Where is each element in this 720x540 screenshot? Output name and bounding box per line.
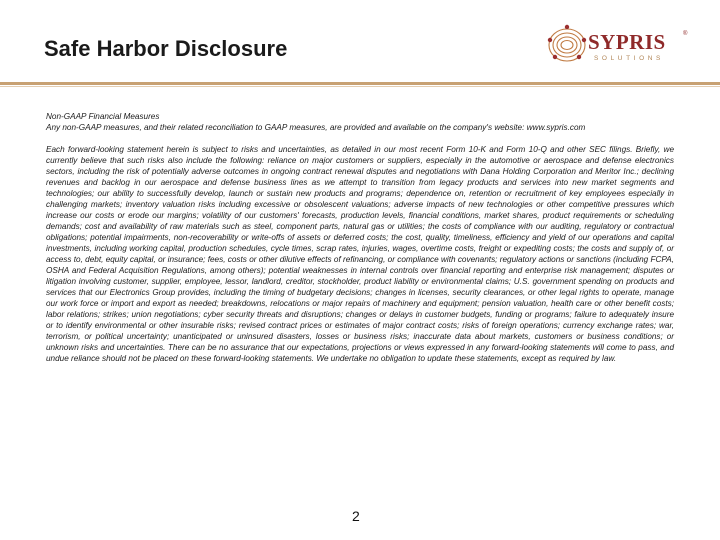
forward-looking-paragraph: Each forward-looking statement herein is subject to risks and uncertainties, as detailed in our most recent Form 10-K and Form 10-Q and other SEC filings. Briefly, we currently believe that such risks also include the following: reliance on major customers or suppliers, especially in the automotive or aerospace and defense electronics sectors, including the risk of potentially adverse outcomes in ongoing contract renewal disputes and negotiations with Dana Holding Corporation and Meritor Inc.; declining revenues and backlog in our aerospace and defense business lines as we attempt to transition from legacy products and services into new market segments and technologies; our ability to successfully develop, launch or sustain new products and programs; dependence on, retention or recruitment of key employees especially in challenging markets; inventory valuation risks including excessive or obsolescent valuations; adverse impacts of new technologies or other competitive pressures which increase our costs or erode our margins; volatility of our customers' forecasts, production levels, financial conditions, market shares, product requirements or scheduling demands; cost and availability of raw materials such as steel, component parts, natural gas or utilities; the costs of compliance with our auditing, regulatory or contractual obligations; potential impairments, non-recoverability or write-offs of assets or deferred costs; the cost, quality, timeliness, efficiency and yield of our operations and capital investments, including working capital, production schedules, cycle times, scrap rates, injuries, wages, overtime costs, freight or expediting costs; the costs and supply of, or access to, debt, equity capital, or insurance; fees, costs or other dilutive effects of refinancing, or compliance with covenants; regulatory actions or sanctions (including FCPA, OSHA and Federal Acquisition Regulations, among others); potential weaknesses in internal controls over financial reporting and enterprise risk management; disputes or litigation involving customer, supplier, employee, lessor, landlord, creditor, stockholder, product liability or environmental claims; U.S. government spending on products and services that our Electronics Group provides, including the timing of budgetary decisions; changes in licenses, security clearances, or other legal rights to operate, manage our work force or import and export as needed; breakdowns, relocations or major repairs of machinery and equipment; pension valuation, health care or other benefit costs; labor relations; strikes; union negotiations; cyber security threats and disruptions; changes or delays in customer budgets, funding or programs; failure to adequately insure or to identify environmental or other insurable risks; revised contract prices or estimates of major contract costs; risks of foreign operations; currency exchange rates; war, terrorism, or political uncertainty; unanticipated or uninsured disasters, losses or business risks; inaccurate data about markets, customers or business conditions; or unknown risks and uncertainties. There can be no assurance that our expectations, projections or views expressed in any forward-looking statements will come to pass, and undue reliance should not be placed on these forward-looking statements. We undertake no obligation to update these statements, except as required by law. <box>46 145 674 363</box>
header-divider-thin <box>0 86 720 87</box>
disclosure-text <box>46 111 674 364</box>
logo-tagline: SOLUTIONS <box>594 55 664 62</box>
logo-wordmark: SYPRIS <box>588 30 666 54</box>
gaap-heading: Non-GAAP Financial Measures <box>46 112 160 121</box>
header-divider <box>0 82 720 85</box>
gaap-paragraph: Any non-GAAP measures, and their related reconciliation to GAAP measures, are provided and available on the company's website: www.sypris.com <box>46 123 586 132</box>
page-number: 2 <box>352 508 360 524</box>
slide-title: Safe Harbor Disclosure <box>44 36 288 61</box>
logo-registered-mark: ® <box>683 31 688 37</box>
company-logo <box>546 18 696 74</box>
logo-emblem-icon <box>546 18 590 74</box>
